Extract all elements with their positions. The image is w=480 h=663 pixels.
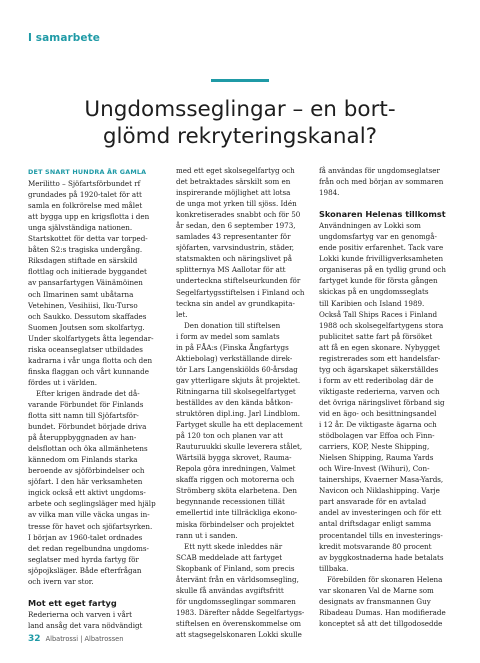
- text-line: ende positiv erfarenhet. Tack vare: [319, 243, 444, 253]
- paragraph: [176, 165, 316, 320]
- text-line: på 120 ton och planen var att: [176, 431, 283, 441]
- column-2: [176, 165, 316, 640]
- text-line: andel av investeringen och för ett: [319, 508, 442, 518]
- text-line: delsflottan och öka allmänhetens: [28, 444, 148, 454]
- text-line: finska flaggan och vårt kunnande: [28, 366, 149, 376]
- text-line: att få en egen skonare. Nybygget: [319, 342, 440, 352]
- text-line: inspirerande möjlighet att lotsa: [176, 188, 291, 198]
- text-line: underteckna stiftelseurkunden för: [176, 276, 301, 286]
- text-line: Skopbank of Finland, som precis: [176, 563, 295, 573]
- text-line: och Saukko. Dessutom skaffades: [28, 311, 147, 321]
- text-line: av vilka man ville väcka ungas in-: [28, 510, 150, 520]
- text-line: i 12 år. De viktigaste ägarna och: [319, 420, 437, 430]
- text-line: skickas på en ungdomsseglats: [319, 287, 429, 297]
- text-line: återvänt från en världsomsegling,: [176, 574, 299, 584]
- text-line: viktigaste rederierna, varven och: [319, 386, 440, 396]
- text-line: varande Förbundet för Finlands: [28, 399, 144, 409]
- text-line: let.: [176, 309, 188, 319]
- text-line: organiseras på en tydlig grund och: [319, 265, 446, 275]
- text-line: Suomen Joutsen som skolfartyg.: [28, 322, 145, 332]
- text-line: Aktiebolag) verkställande direk-: [176, 353, 293, 363]
- text-line: Merilitto – Sjöfartsförbundet rf: [28, 179, 141, 189]
- text-line: Under skolfartygets åtta legendar-: [28, 333, 154, 343]
- kicker: DET SNART HUNDRA ÅR GAMLA: [28, 168, 147, 176]
- text-line: och Wire-Invest (Wihuri), Con-: [319, 464, 430, 474]
- text-line: splitternya MS Aallotar för att: [176, 265, 286, 275]
- text-line: Segelfartygsstiftelsen i Finland och: [176, 287, 305, 297]
- text-line: emellertid inte tillräckliga ekono-: [176, 508, 298, 518]
- text-line: samlades 43 representanter för: [176, 232, 291, 242]
- text-line: Vetehinen, Vesihiisi, Iku-Turso: [28, 300, 138, 310]
- text-line: till Karibien och Island 1989.: [319, 298, 425, 308]
- text-line: för ungdomsseglingar sommaren: [176, 596, 296, 606]
- text-line: Efter krigen ändrade det då-: [36, 388, 140, 398]
- text-line: statsmakten och näringslivet på: [176, 254, 292, 264]
- article-title: [60, 96, 420, 150]
- text-line: Strömberg sköta elarbetena. Den: [176, 486, 298, 496]
- text-line: seglatser med hyrda fartyg för: [28, 554, 139, 564]
- text-line: Ribadeau Dumas. Han modifierade: [319, 607, 446, 617]
- text-line: I början av 1960-talet ordnades: [28, 532, 143, 542]
- text-line: med ett eget skolsegelfartyg och: [176, 166, 295, 175]
- text-line: ungdomsfartyg var en genomgå-: [319, 232, 437, 242]
- text-line: Repola göra inredningen, Valmet: [176, 464, 296, 474]
- text-line: struktören dipl.ing. Jarl Lindblom.: [176, 409, 300, 419]
- text-line: ingick också ett aktivt ungdoms-: [28, 488, 146, 498]
- text-line: Navicon och Niklashipping. Varje: [319, 486, 440, 496]
- text-line: land ansåg det vara nödvändigt: [28, 620, 143, 630]
- text-line: Förebilden för skonaren Helena: [327, 574, 443, 584]
- text-line: miska förbindelser och projektet: [176, 519, 295, 529]
- text-line: det betraktades särskilt som en: [176, 177, 291, 187]
- text-line: kännedom om Finlands starka: [28, 455, 138, 465]
- text-line: från och med början av sommaren: [319, 177, 444, 187]
- text-line: tör Lars Langenskiölds 60-årsdag: [176, 364, 298, 374]
- text-line: i form av ett rederibolag där de: [319, 375, 434, 385]
- text-line: båten S2:s tragiska undergång.: [28, 245, 143, 255]
- text-line: gav ytterligare skjuts åt projektet.: [176, 375, 301, 385]
- text-line: rann ut i sanden.: [176, 530, 238, 540]
- accent-divider: [211, 79, 269, 82]
- paragraph: [28, 388, 168, 587]
- text-line: designats av fransmannen Guy: [319, 596, 431, 606]
- text-line: var skonaren Val de Marne som: [319, 585, 434, 595]
- text-line: kredit motsvarande 80 procent: [319, 541, 432, 551]
- text-line: fördes ut i världen.: [28, 377, 98, 387]
- paragraph: [176, 541, 316, 640]
- text-line: fartyget kunde för första gången: [319, 276, 438, 286]
- text-line: på återuppbyggnaden av han-: [28, 433, 137, 443]
- text-line: beställdes av den kända båtkon-: [176, 397, 293, 407]
- text-line: begynnande recessionen tillät: [176, 497, 285, 507]
- text-line: i form av medel som samlats: [176, 331, 280, 341]
- text-line: part ansvarade för en avtalad: [319, 497, 427, 507]
- text-line: flotta sitt namn till Sjöfartsför-: [28, 411, 139, 421]
- title-line: Ungdomsseglingar – en bort-: [84, 97, 396, 122]
- paragraph: [28, 609, 168, 631]
- paragraph: [319, 220, 459, 574]
- text-line: och ivern var stor.: [28, 576, 94, 586]
- text-line: tainerships, Kvaerner Masa-Yards,: [319, 475, 444, 485]
- page-number: 32: [28, 634, 41, 644]
- text-line: bundet. Förbundet började driva: [28, 422, 147, 432]
- text-line: antal driftsdagar enligt samma: [319, 519, 432, 529]
- page-footer: [28, 634, 123, 644]
- text-line: 1988 och skolsegelfartygens stora: [319, 320, 444, 330]
- text-line: skulle få användas avgiftsfritt: [176, 585, 284, 595]
- text-line: sjöfarten, varvsindustrin, städer,: [176, 243, 295, 253]
- text-line: att bygga upp en krigsflotta i den: [28, 212, 150, 222]
- text-line: att stagsegelskonaren Lokki skulle: [176, 629, 302, 639]
- text-line: SCAB meddelade att fartyget: [176, 552, 283, 562]
- text-line: konkretiserades snabbt och för 50: [176, 210, 301, 220]
- text-line: Användningen av Lokki som: [319, 221, 421, 231]
- text-line: 1983. Därefter nådde Segelfartygs-: [176, 607, 305, 617]
- column-3: [319, 165, 459, 629]
- column-1: [28, 167, 168, 631]
- text-line: skaffa riggen och motorerna och: [176, 475, 295, 485]
- text-line: Ritningarna till skolsegelfartyget: [176, 386, 296, 396]
- text-line: stödbolagen var Effoa och Finn-: [319, 431, 435, 441]
- section-label: I samarbete: [28, 32, 100, 44]
- paragraph: [176, 320, 316, 541]
- text-line: Också Tall Ships Races i Finland: [319, 309, 438, 319]
- paragraph: [319, 574, 459, 629]
- text-line: registrerades som ett handelsfar-: [319, 353, 441, 363]
- paragraph: [28, 178, 168, 388]
- text-line: Riksdagen stiftade en särskild: [28, 256, 138, 266]
- text-line: Ett nytt skede inleddes när: [184, 541, 283, 551]
- text-line: Rauturuukki skulle leverera stålet,: [176, 442, 303, 452]
- text-line: carriers, KOP, Neste Shipping,: [319, 442, 430, 452]
- subheading: Mot ett eget fartyg: [28, 597, 117, 608]
- publication-name: Albatrossi | Albatrossen: [45, 635, 124, 643]
- text-line: och Ilmarinen samt ubåtarna: [28, 289, 134, 299]
- title-line: glömd rekryteringskanal?: [102, 124, 378, 149]
- text-line: publicitet satte fart på försöket: [319, 331, 433, 341]
- text-line: in på FÅA:s (Finska Ångfartygs: [176, 342, 289, 352]
- text-line: grundades på 1920-talet för att: [28, 190, 142, 200]
- text-line: det övriga näringslivet förband sig: [319, 397, 445, 407]
- text-line: teckna sin andel av grundkapita-: [176, 298, 295, 308]
- text-line: få användas för ungdomseglatser: [319, 166, 440, 175]
- text-line: sjöfart. I den här verksamheten: [28, 477, 143, 487]
- text-line: tresse för havet och sjöfartsyrken.: [28, 521, 153, 531]
- text-line: flottlag och initierade byggandet: [28, 267, 147, 277]
- text-line: av byggkostnaderna hade betalats: [319, 552, 444, 562]
- text-line: arbete och seglingsläger med hjälp: [28, 499, 156, 509]
- text-line: Rederierna och varven i vårt: [28, 609, 132, 619]
- text-line: Nielsen Shipping, Rauma Yards: [319, 453, 434, 463]
- text-line: år sedan, den 6 september 1973,: [176, 221, 296, 231]
- text-line: det redan regelbundna ungdoms-: [28, 543, 149, 553]
- text-line: konceptet så att det tillgodosedde: [319, 618, 443, 628]
- text-line: av pansarfartygen Väinämöinen: [28, 278, 143, 288]
- text-line: vid en ägo- och besittningsandel: [319, 408, 437, 418]
- subheading: Skonaren Helenas tillkomst: [319, 209, 446, 220]
- text-line: unga självständiga nationen.: [28, 223, 133, 233]
- text-line: sjöpojksläger. Både efterfrågan: [28, 565, 142, 575]
- text-line: Fartyget skulle ha ett deplacement: [176, 420, 303, 430]
- text-line: riska oceanseglatser utbildades: [28, 344, 143, 354]
- text-line: Lokki kunde frivilligverksamheten: [319, 254, 444, 264]
- text-line: tillbaka.: [319, 563, 349, 573]
- text-line: Den donation till stiftelsen: [184, 320, 281, 330]
- text-line: tyg och ägarskapet säkerställdes: [319, 364, 439, 374]
- text-line: 1984.: [319, 188, 340, 198]
- text-line: Wärtsilä bygga skrovet, Rauma-: [176, 453, 292, 463]
- text-line: stiftelsen en överenskommelse om: [176, 618, 302, 628]
- text-line: Startskottet för detta var torped-: [28, 234, 148, 244]
- text-line: beroende av sjöförbindelser och: [28, 466, 145, 476]
- text-line: procentandel tills en investerings-: [319, 530, 443, 540]
- text-line: de unga mot yrken till sjöss. Idén: [176, 199, 297, 209]
- text-line: kadrarna i vår unga flotta och den: [28, 355, 153, 365]
- paragraph: [319, 165, 459, 198]
- text-line: samla en folkrörelse med målet: [28, 201, 143, 211]
